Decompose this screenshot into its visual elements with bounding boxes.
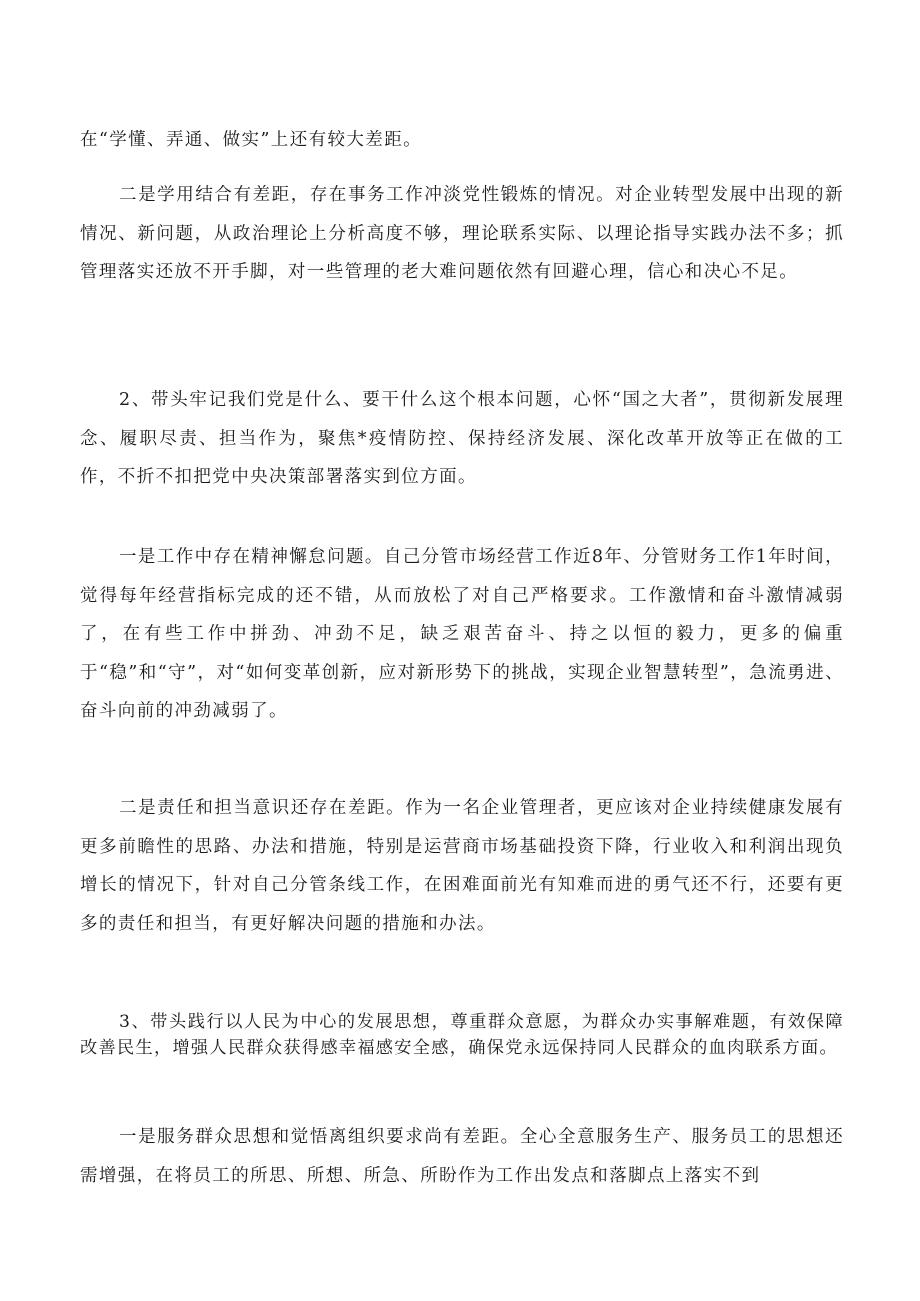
- paragraph-2: 二是学用结合有差距，存在事务工作冲淡党性锻炼的情况。对企业转型发展中出现的新情况、新问题，从政治理论上分析高度不够，理论联系实际、以理论指导实践办法不多；抓管理落实还放不开手脚，对一些管理的老大难问题依然有回避心理，信心和决心不足。: [80, 185, 844, 283]
- paragraph-1: 在“学懂、弄通、做实”上还有较大差距。: [80, 130, 422, 150]
- paragraph-5: 二是责任和担当意识还存在差距。作为一名企业管理者，更应该对企业持续健康发展有更多前瞻性的思路、办法和措施，特别是运营商市场基础投资下降，行业收入和利润出现负增长的情况下，针对自己分管条线工作，在困难面前光有知难而进的勇气还不行，还要有更多的责任和担当，有更好解决问题的措施和办法。: [80, 798, 844, 934]
- paragraph-6: 3、带头践行以人民为中心的发展思想，尊重群众意愿，为群众办实事解难题，有效保障改善民生，增强人民群众获得感幸福感安全感，确保党永远保持同人民群众的血肉联系方面。: [80, 1012, 844, 1058]
- paragraph-4: 一是工作中存在精神懈怠问题。自己分管市场经营工作近8年、分管财务工作1年时间，觉得每年经营指标完成的还不错，从而放松了对自己严格要求。工作激情和奋斗激情减弱了，在有些工作中拼劲、冲劲不足，缺乏艰苦奋斗、持之以恒的毅力，更多的偏重于“稳”和“守”，对“如何变革创新，应对新形势下的挑战，实现企业智慧转型”，急流勇进、奋斗向前的冲劲减弱了。: [80, 547, 844, 722]
- paragraph-3: 2、带头牢记我们党是什么、要干什么这个根本问题，心怀“国之大者”，贯彻新发展理念、履职尽责、担当作为，聚焦*疫情防控、保持经济发展、深化改革开放等正在做的工作，不折不扣把党中央决策部署落实到位方面。: [80, 390, 844, 488]
- paragraph-7: 一是服务群众思想和觉悟离组织要求尚有差距。全心全意服务生产、服务员工的思想还需增强，在将员工的所思、所想、所急、所盼作为工作出发点和落脚点上落实不到: [80, 1127, 844, 1186]
